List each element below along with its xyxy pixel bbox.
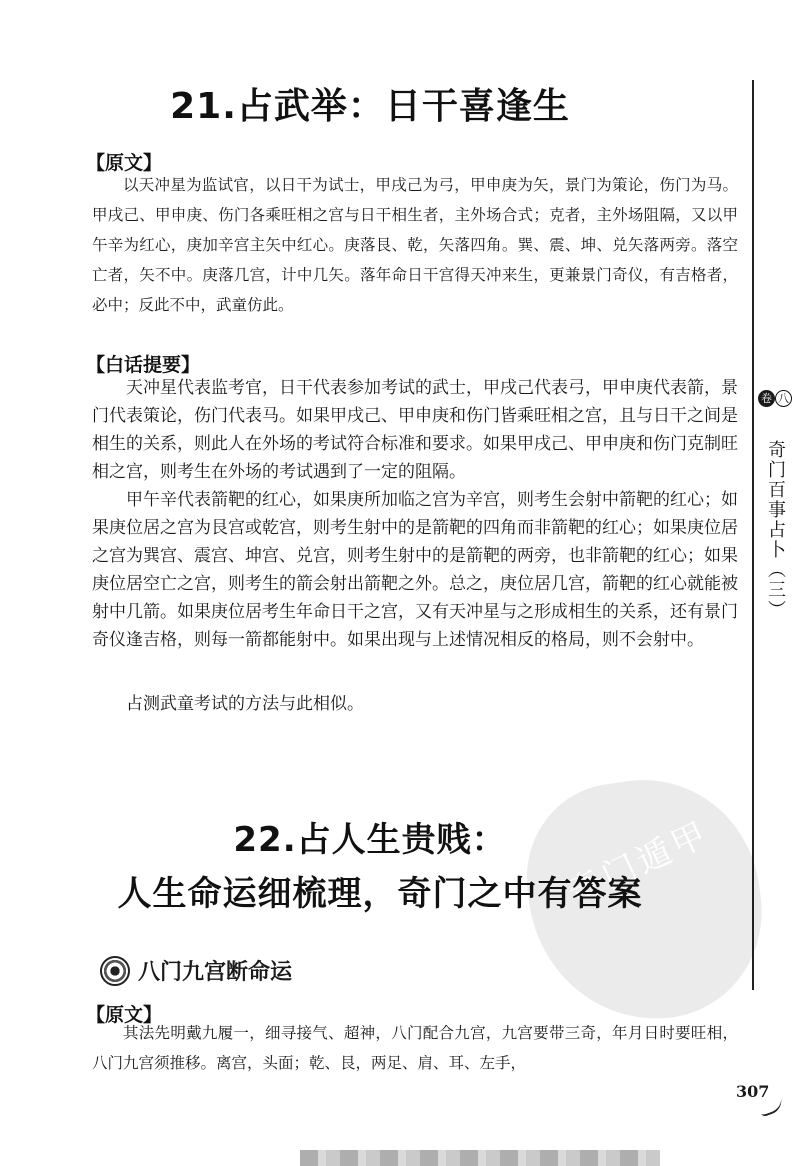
modern-summary-paragraph-2: 甲午辛代表箭靶的红心，如果庚所加临之宫为辛宫，则考生会射中箭靶的红心；如果庚位居之宫为艮宫或乾宫，则考生射中的是箭靶的四角而非箭靶的红心；如果庚位居之宫为巽宫、震宫、坤宫、兑宫，则考生射中的是箭靶的两旁，也非箭靶的红心；如果庚位居空亡之宫，则考生的箭会射出箭靶之外。总之，庚位居几宫，箭靶的红心就能被射中几箭。如果庚位居考生年命日干之宫，又有天冲星与之形成相生的关系，还有景门奇仪逢吉格，则每一箭都能射中。如果出现与上述情况相反的格局，则不会射中。 bbox=[92, 490, 738, 650]
modern-summary-paragraph-1: 天冲星代表监考官，日干代表参加考试的武士，甲戌己代表弓，甲申庚代表箭，景门代表策论，伤门代表马。如果甲戌己、甲申庚和伤门皆乘旺相之宫，且与日干之间是相生的关系，则此人在外场的考试符合标准和要求。如果甲戌己、甲申庚和伤门克制旺相之宫，则考生在外场的考试遇到了一定的阻隔。 bbox=[92, 378, 738, 482]
watermark-text: 奇门遁甲 bbox=[561, 813, 717, 914]
ornament-icon bbox=[100, 956, 130, 986]
running-book-title: 奇门百事占卜（三） bbox=[765, 440, 786, 620]
subsection-heading bbox=[100, 955, 292, 986]
modern-summary-paragraph-3: 占测武童考试的方法与此相似。 bbox=[126, 694, 364, 714]
modern-summary-label: 【白话提要】 bbox=[86, 354, 201, 376]
volume-char-2: 八 bbox=[775, 390, 792, 407]
original-text-label: 【原文】 bbox=[86, 152, 163, 174]
section-22-original-paragraph: 其法先明戴九履一，细寻接气、超神，八门配合九宫，九宫要带三奇，年月日时要旺相，八门九宫须推移。离宫，头面；乾、艮，两足、肩、耳、左手， bbox=[92, 1024, 738, 1072]
section-22-title-line2: 人生命运细梳理，奇门之中有答案 bbox=[117, 874, 643, 914]
scan-artifact-strip bbox=[300, 1150, 660, 1166]
section-22-original-label: 【原文】 bbox=[86, 1004, 163, 1026]
page-number: 307 bbox=[736, 1082, 770, 1101]
section-21-title: 21.占武举：日干喜逢生 bbox=[170, 86, 570, 127]
margin-rule bbox=[752, 80, 754, 990]
volume-char-1: 卷 bbox=[758, 390, 775, 407]
subsection-title: 八门九宫断命运 bbox=[138, 960, 293, 985]
original-text-paragraph: 以天冲星为监试官，以日干为试士，甲戌己为弓，甲申庚为矢，景门为策论，伤门为马。甲戌己、甲申庚、伤门各乘旺相之宫与日干相生者，主外场合式；克者，主外场阻隔，又以甲午辛为红心，庚加辛宫主矢中红心。庚落艮、乾，矢落四角。巽、震、坤、兑矢落两旁。落空亡者，矢不中。庚落几宫，计中几矢。落年命日干宫得天冲来生，更兼景门奇仪，有吉格者，必中；反此不中，武童仿此。 bbox=[92, 176, 738, 314]
section-22-title-line1: 22.占人生贵贱： bbox=[233, 820, 507, 860]
volume-badge bbox=[758, 388, 796, 408]
